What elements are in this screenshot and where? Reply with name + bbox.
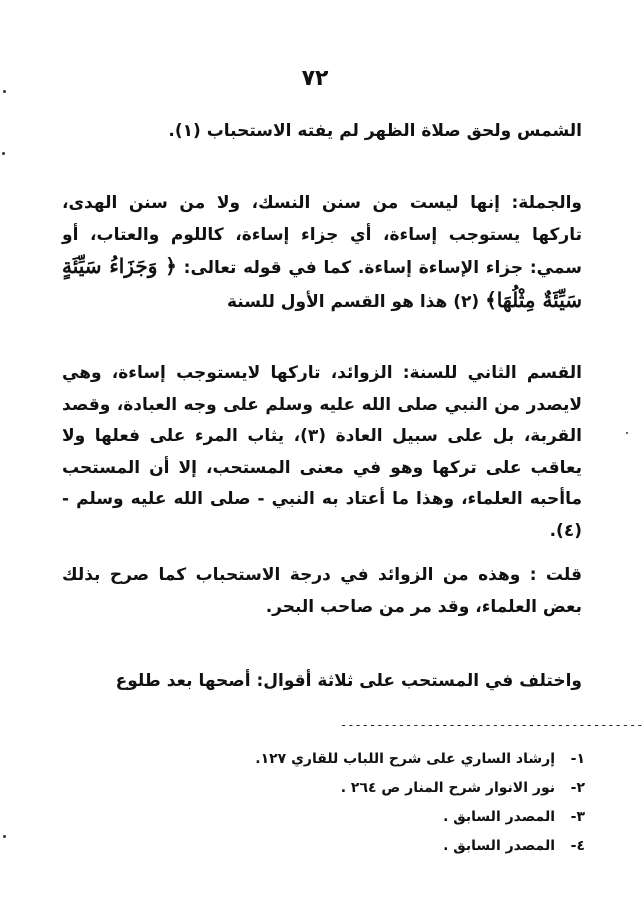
scan-dot	[3, 90, 6, 93]
footnote-text: إرشاد الساري على شرح اللباب للقاري ١٢٧.	[255, 751, 555, 767]
quran-verse: ﴿ وَجَزَاءُ سَيِّئَةٍ سَيِّئَةٌ مِثْلُهَا﴾	[62, 254, 582, 312]
paragraph-5: واختلف في المستحب على ثلاثة أقوال: أصحها بعد طلوع	[115, 671, 582, 691]
footnote-text: المصدر السابق .	[443, 838, 555, 854]
footnote-item	[200, 803, 585, 832]
page-number: ٧٢	[301, 66, 329, 91]
footnote-number: ١-	[570, 751, 585, 767]
paragraph-2	[62, 188, 582, 318]
footnote-item	[200, 745, 585, 774]
footnote-number: ٢-	[570, 780, 585, 796]
paragraph-2-text-after: (٢) هذا هو القسم الأول للسنة	[226, 291, 486, 312]
scan-dot	[626, 432, 628, 434]
paragraph-2-text-before: والجملة: إنها ليست من سنن النسك، ولا من سنن الهدى، تاركها يستوجب إساءة، أي جزاء إساءة، كاللوم والعتاب، أو سمي: جزاء الإساءة إساءة. كما في قوله تعالى:	[62, 193, 582, 278]
footnote-text: المصدر السابق .	[443, 809, 555, 825]
footnotes	[200, 745, 585, 861]
footnote-item	[200, 774, 585, 803]
footnote-number: ٣-	[570, 809, 585, 825]
paragraph-1: الشمس ولحق صلاة الظهر لم يفته الاستحباب (١).	[168, 121, 582, 141]
footnote-text: نور الانوار شرح المنار ص ٢٦٤ .	[340, 780, 555, 796]
footnote-item	[200, 832, 585, 861]
paragraph-4: قلت : وهذه من الزوائد في درجة الاستحباب كما صرح بذلك بعض العلماء، وقد مر من صاحب البحر.	[62, 565, 582, 617]
paragraph-3: القسم الثاني للسنة: الزوائد، تاركها لايستوجب إساءة، وهي لايصدر من النبي صلى الله عليه وسلم على وجه العبادة، وقصد القربة، بل على سبيل العادة (٣)، يثاب المرء على فعلها ولا يعاقب على تركها وهو في معنى المستحب، إلا أن المستحب ماأحبه العلماء، وهذا ما أعتاد به النبي - صلى الله عليه وسلم - (٤).	[62, 363, 582, 541]
scan-dot	[2, 152, 5, 155]
scan-dot	[3, 835, 6, 838]
footnote-number: ٤-	[570, 838, 585, 854]
footnote-separator: ------------------------------------------	[340, 718, 643, 732]
